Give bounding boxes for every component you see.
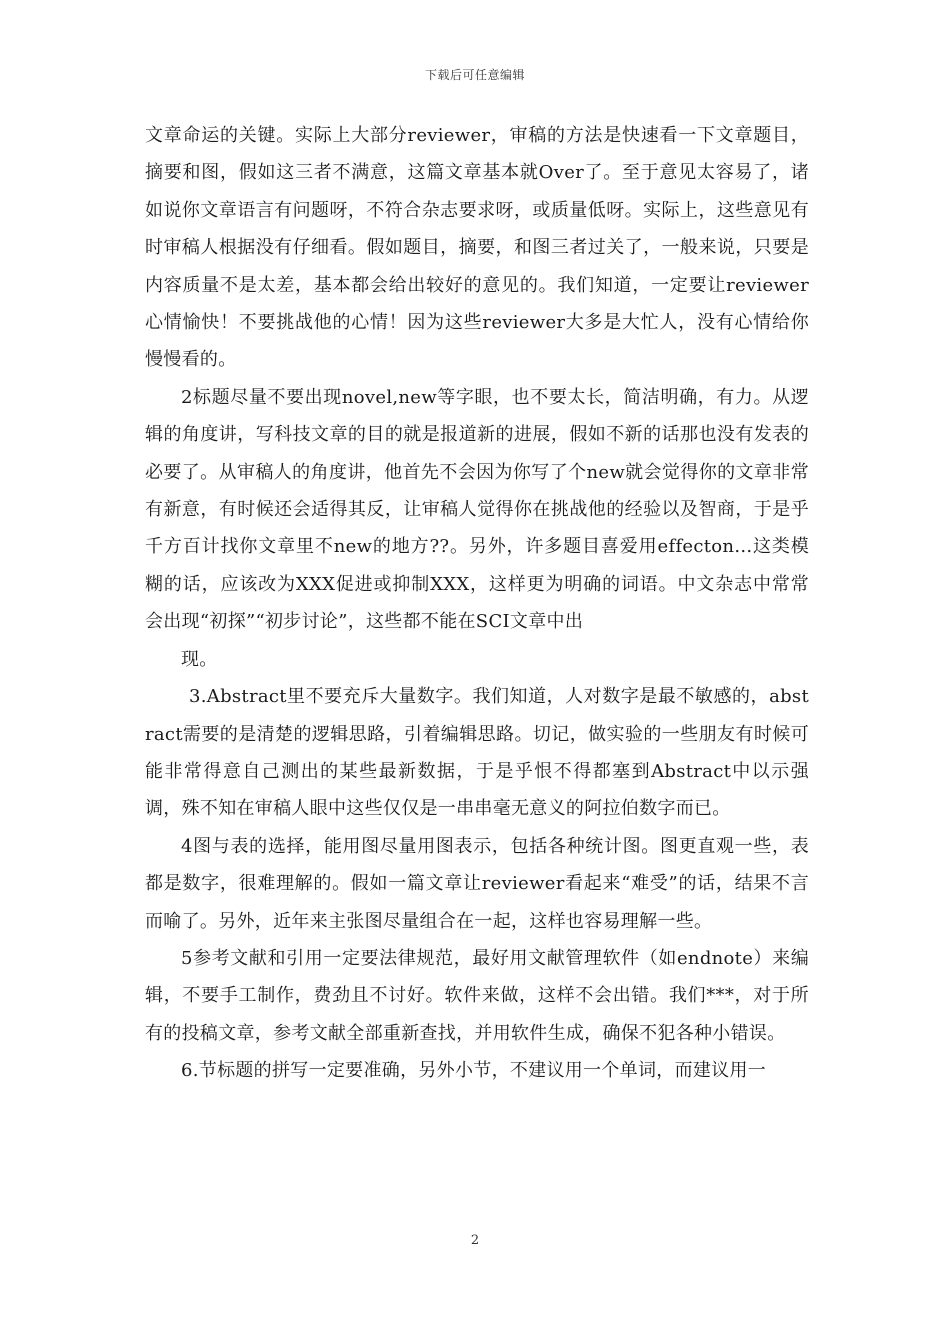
paragraph-section-title-advice: 6.节标题的拼写一定要准确，另外小节，不建议用一个单词，而建议用一 [181, 1060, 767, 1082]
paragraph-figures-advice: 4图与表的选择，能用图尽量用图表示，包括各种统计图。图更直观一些，表都是数字，很难理解的。假如一篇文章让reviewer看起来“难受”的话，结果不言而喻了。另外，近年来主张图尽量组合在一起，这样也容易理解一些。 [145, 835, 809, 932]
paragraph-title-advice-end: 现。 [181, 648, 218, 670]
page-number: 2 [470, 1233, 480, 1248]
paragraph-continuation: 文章命运的关键。实际上大部分reviewer，审稿的方法是快速看一下文章题目，摘要和图，假如这三者不满意，这篇文章基本就Over了。至于意见太容易了，诸如说你文章语言有问题呀，不符合杂志要求呀，或质量低呀。实际上，这些意见有时审稿人根据没有仔细看。假如题目，摘要，和图三者过关了，一般来说，只要是内容质量不是太差，基本都会给出较好的意见的。我们知道，一定要让reviewer心情愉快！不要挑战他的心情！因为这些reviewer大多是大忙人，没有心情给你慢慢看的。 [145, 125, 809, 371]
page-header: 下载后可任意编辑 [424, 68, 525, 82]
document-body [145, 117, 809, 1090]
paragraph-abstract-advice: 3.Abstract里不要充斥大量数字。我们知道，人对数字是最不敏感的，abstract需要的是清楚的逻辑思路，引着编辑思路。切记，做实验的一些朋友有时候可能非常得意自己测出的某些最新数据，于是乎恨不得都塞到Abstract中以示强调，殊不知在审稿人眼中这些仅仅是一串串毫无意义的阿拉伯数字而已。 [145, 686, 809, 820]
paragraph-title-advice: 2标题尽量不要出现novel,new等字眼，也不要太长，简洁明确，有力。从逻辑的角度讲，写科技文章的目的就是报道新的进展，假如不新的话那也没有发表的必要了。从审稿人的角度讲，他首先不会因为你写了个new就会觉得你的文章非常有新意，有时候还会适得其反，让审稿人觉得你在挑战他的经验以及智商，于是乎千方百计找你文章里不new的地方??。另外，许多题目喜爱用effecton...这类模糊的话，应该改为XXX促进或抑制XXX，这样更为明确的词语。中文杂志中常常会出现“初探”“初步讨论”，这些都不能在SCI文章中出 [145, 386, 809, 633]
paragraph-references-advice: 5参考文献和引用一定要法律规范，最好用文献管理软件（如endnote）来编辑，不要手工制作，费劲且不讨好。软件来做，这样不会出错。我们***，对于所有的投稿文章，参考文献全部重新查找，并用软件生成，确保不犯各种小错误。 [145, 947, 809, 1044]
